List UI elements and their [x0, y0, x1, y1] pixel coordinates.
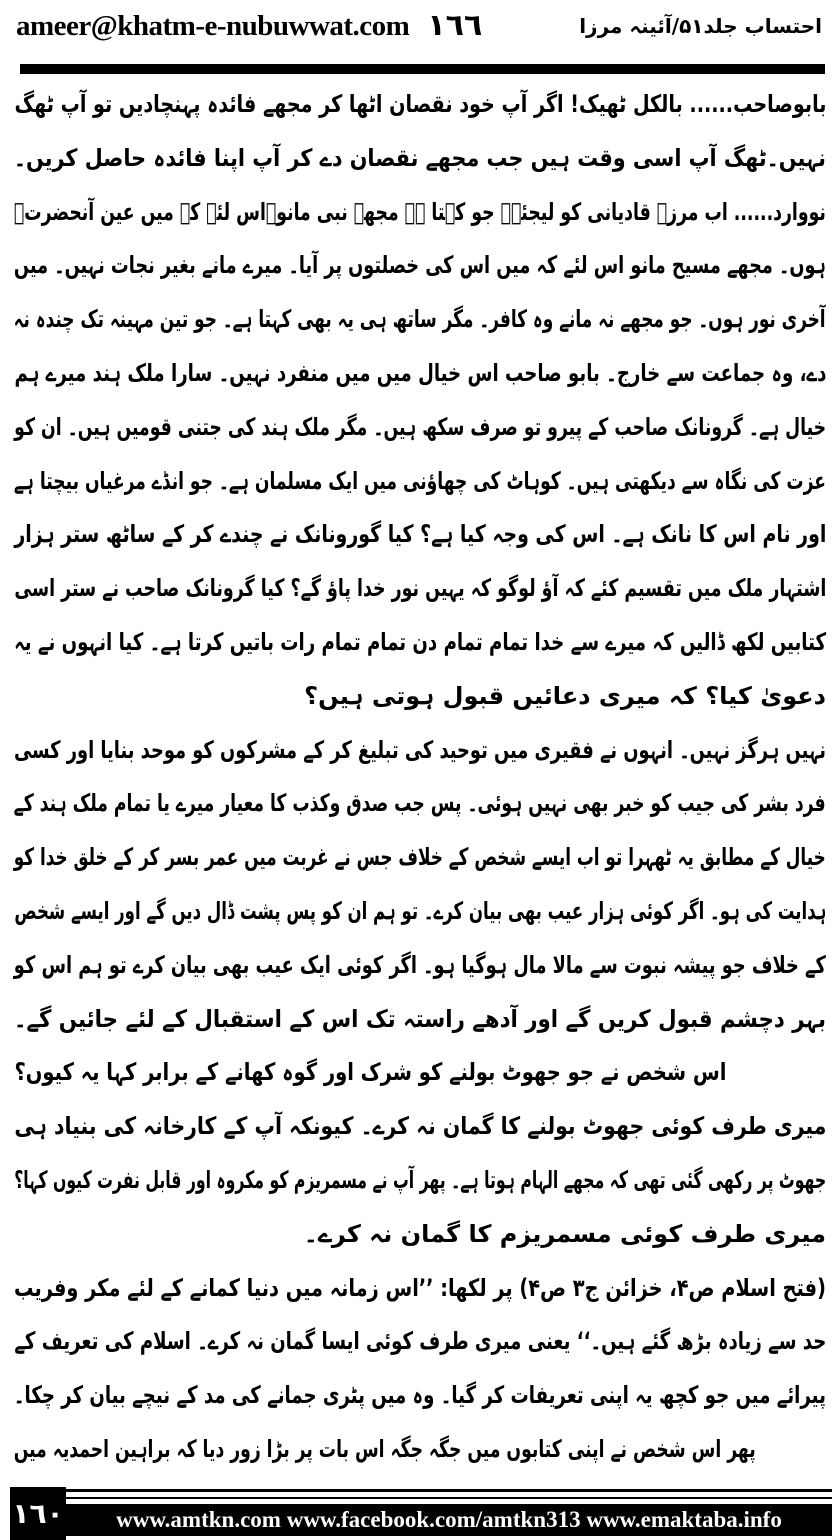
- text-line-content: خیال کے مطابق یہ ٹھہرا تو اب ایسے شخص کے خلاف جس نے غربت میں عمر بسر کر کے خلق خدا کو: [14, 843, 826, 872]
- text-line-content: میری طرف کوئی جھوٹ بولنے کا گمان نہ کرے۔ کیونکہ آپ کے کارخانہ کی بنیاد ہی: [14, 1112, 826, 1141]
- text-line-content: ہدایت کی ہو۔ اگر کوئی ہزار عیب بھی بیان کرے۔ تو ہم ان کو پس پشت ڈال دیں گے اور ایسے شخص: [14, 896, 826, 925]
- text-line: [14, 777, 826, 831]
- text-line-content: جھوٹ پر رکھی گئی تھی کہ مجھے الہام ہوتا ہے۔ پھر آپ نے مسمریزم کو مکروہ اور قابل نفرت کیوں کہا؟: [14, 1165, 826, 1194]
- header-email: ameer@khatm-e-nubuwwat.com: [16, 10, 410, 42]
- text-line-content: خیال ہے۔ گرونانک صاحب کے پیرو تو صرف سکھ ہیں۔ مگر ملک ہند کی جتنی قومیں ہیں۔ ان کو: [14, 412, 826, 441]
- text-line: [14, 78, 826, 132]
- text-line-content: کے خلاف جو پیشہ نبوت سے مالا مال ہوگیا ہو۔ اگر کوئی ایک عیب بھی بیان کرے تو ہم اس کو: [14, 950, 826, 979]
- text-line: [14, 670, 826, 724]
- text-line: [14, 885, 826, 939]
- text-line: [14, 1154, 826, 1208]
- text-line: [14, 401, 826, 455]
- text-line: [14, 1208, 826, 1262]
- text-line: [14, 186, 826, 240]
- text-line: [14, 132, 826, 186]
- text-line: [14, 616, 826, 670]
- footer-page-number: ١٦٠: [10, 1487, 66, 1540]
- text-line: [14, 508, 826, 562]
- text-line: [14, 1262, 826, 1316]
- text-line-content: پیرائے میں جو کچھ یہ اپنی تعریفات کر گیا۔ وہ میں پٹری جمانے کی مد کے نیچے بیان کر چکا۔: [14, 1381, 826, 1410]
- text-line: [14, 724, 826, 778]
- text-line: [14, 1369, 826, 1423]
- text-line-content: ہوں۔ مجھے مسیح مانو اس لئے کہ میں اس کی خصلتوں پر آیا۔ میرے مانے بغیر نجات نہیں۔ میں: [14, 251, 826, 280]
- text-line-content: اشتہار ملک میں تقسیم کئے کہ آؤ لوگو کہ یہیں نور خدا پاؤ گے؟ کیا گرونانک صاحب نے ستر اسی: [14, 574, 826, 603]
- text-line-content: دعویٰ کیا؟ کہ میری دعائیں قبول ہوتی ہیں؟: [304, 681, 826, 710]
- text-line-content: حد سے زیادہ بڑھ گئے ہیں۔‘‘ یعنی میری طرف کوئی ایسا گمان نہ کرے۔ اسلام کی تعریف کے: [14, 1327, 826, 1356]
- text-line-content: کتابیں لکھ ڈالیں کہ میرے سے خدا تمام تمام دن تمام تمام رات باتیں کرتا ہے۔ کیا انہوں نے یہ: [13, 627, 826, 656]
- text-line-content: بہر دچشم قبول کریں گے اور آدھے راستہ تک اس کے استقبال کے لئے جائیں گے۔: [14, 1004, 826, 1033]
- text-line: [14, 562, 826, 616]
- text-line: [14, 1046, 826, 1100]
- text-line-content: نووارد...... اب مرزے قادیانی کو لیجئے۔ جو کہتا ہے مجھے نبی مانو۔اس لئے کہ میں عین آنحضرتؐ: [14, 197, 826, 226]
- text-line: [14, 831, 826, 885]
- text-line: [14, 1315, 826, 1369]
- text-line: [14, 1100, 826, 1154]
- text-line: [14, 993, 826, 1047]
- text-line-content: پھر اس شخص نے اپنی کتابوں میں جگہ جگہ اس بات پر بڑا زور دیا کہ براہین احمدیہ میں: [14, 1434, 756, 1463]
- page-body-text: [14, 78, 826, 1477]
- text-line-content: اور نام اس کا نانک ہے۔ اس کی وجہ کیا ہے؟ کیا گورونانک نے چندے کر کے ساٹھ ستر ہزار: [14, 520, 826, 549]
- text-line: [14, 939, 826, 993]
- header-left-group: [16, 6, 482, 46]
- footer-rule: [66, 1497, 832, 1499]
- text-line-content: فرد بشر کی جیب کو خبر بھی نہیں ہوئی۔ پس جب صدق وکذب کا معیار میرے یا تمام ملک ہند کے: [14, 789, 826, 818]
- text-line-content: اس شخص نے جو جھوٹ بولنے کو شرک اور گوہ کھانے کے برابر کہا یہ کیوں؟: [14, 1058, 726, 1087]
- text-line: [14, 239, 826, 293]
- header-rule: [20, 64, 825, 74]
- text-line-content: نہیں ہرگز نہیں۔ انہوں نے فقیری میں توحید کی تبلیغ کر کے مشرکوں کو موحد بنایا اور کسی: [14, 735, 826, 764]
- text-line-content: میری طرف کوئی مسمریزم کا گمان نہ کرے۔: [303, 1219, 826, 1248]
- text-line-content: (فتح اسلام ص۴، خزائن ج۳ ص۴) پر لکھا: ’’اس زمانہ میں دنیا کمانے کے لئے مکر وفریب: [14, 1273, 826, 1302]
- text-line-content: عزت کی نگاہ سے دیکھتی ہیں۔ کوہاٹ کی چھاؤنی میں ایک مسلمان ہے۔ جو انڈے مرغیاں بیچتا ہے: [14, 466, 826, 495]
- header-page-number: ١٦٦: [427, 8, 483, 43]
- text-line-content: دے، وہ جماعت سے خارج۔ بابو صاحب اس خیال میں میں منفرد نہیں۔ سارا ملک ہند میرے ہم: [14, 358, 826, 387]
- footer-links: www.amtkn.com www.facebook.com/amtkn313 www.emaktaba.info: [66, 1504, 832, 1536]
- footer-rule: [66, 1489, 832, 1492]
- text-line: [14, 293, 826, 347]
- text-line: [14, 455, 826, 509]
- text-line-content: نہیں۔ٹھگ آپ اسی وقت ہیں جب مجھے نقصان دے کر آپ اپنا فائدہ حاصل کریں۔: [14, 143, 826, 172]
- header-book-title: احتساب جلد۵۱/آئینہ مرزا: [579, 14, 822, 38]
- text-line-content: بابوصاحب...... بالکل ٹھیک! اگر آپ خود نقصان اٹھا کر مجھے فائدہ پہنچادیں تو آپ ٹھگ: [14, 90, 826, 118]
- text-line: [14, 1423, 826, 1477]
- text-line-content: آخری نور ہوں۔ جو مجھے نہ مانے وہ کافر۔ مگر ساتھ ہی یہ بھی کہتا ہے۔ جو تین مہینہ تک چندہ نہ: [14, 305, 826, 334]
- text-line: [14, 347, 826, 401]
